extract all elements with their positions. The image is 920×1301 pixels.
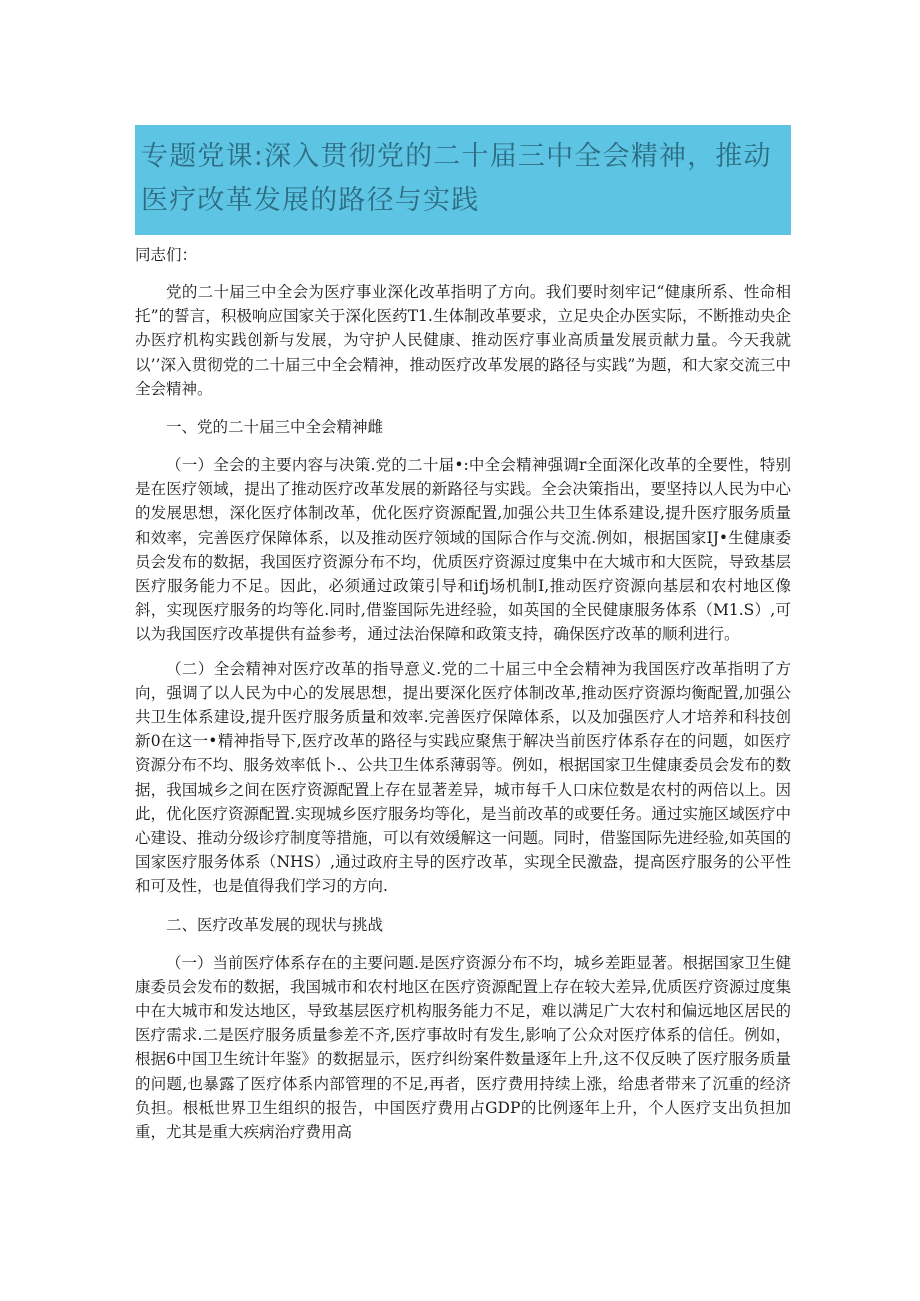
title-banner: [135, 125, 791, 235]
section-1-paragraph-1: （一）全会的主要内容与决策.党的二十届•:中全会精神强调r全面深化改革的全要性，特别是在医疗领域，提出了推动医疗改革发展的新路径与实践。全会决策指出，要坚持以人民为中心的发展思想，深化医疗体制改革，优化医疗资源配置,加强公共卫生体系建设,提升医疗服务质量和效率，完善医疗保障体系，以及推动医疗领域的国际合作与交流.例如，根据国家IJ•生健康委员会发布的数据，我国医疗资源分布不均，优质医疗资源过度集中在大城市和大医院，导致基层医疗服务能力不足。因此，必须通过政策引导和ifj场机制I,推动医疗资源向基层和农村地区像斜，实现医疗服务的均等化.同时,借鉴国际先进经验，如英国的全民健康服务体系（M1.S）,可以为我国医疗改革提供有益参考，通过法治保障和政策支持，确保医疗改革的顺利进行。: [135, 456, 791, 644]
section-heading-1: 一、党的二十届三中全会精神雌: [166, 418, 384, 437]
document-title: 专题党课:深入贯彻党的二十届三中全会精神，推动医疗改革发展的路径与实践: [141, 141, 772, 216]
section-2-paragraph-1: （一）当前医疗体系存在的主要问题.是医疗资源分布不均，城乡差距显著。根据国家卫生健康委员会发布的数据，我国城市和农村地区在医疗资源配置上存在较大差异,优质医疗资源过度集中在大城市和发达地区，导致基层医疗机构服务能力不足，难以满足广大农村和偏远地区居民的医疗需求.二是医疗服务质量参差不齐,医疗事故时有发生,影响了公众对医疗体系的信任。例如，根据6中国卫生统计年鉴》的数据显示，医疗纠纷案件数量逐年上升,这不仅反映了医疗服务质量的问题,也暴露了医疗体系内部管理的不足,再者，医疗费用持续上涨，给患者带来了沉重的经济负担。根柢世界卫生组织的报告，中国医疗费用占GDP的比例逐年上升，个人医疗支出负担加重，尤其是重大疾病治疗费用高: [135, 953, 791, 1142]
section-1-paragraph-2: （二）全会精神对医疗改革的指导意义.党的二十届三中全会精神为我国医疗改革指明了方向，强调了以人民为中心的发展思想，提出要深化医疗体制改革,推动医疗资源均衡配置,加强公共卫生体系建设,提升医疗服务质量和效率.完善医疗保障体系，以及加强医疗人才培养和科技创新0在这一•精神指导下,医疗改革的路径与实践应聚焦于解决当前医疗体系存在的问题，如医疗资源分布不均、服务效率低卜.、公共卫生体系薄弱等。例如，根据国家卫生健康委员会发布的数据，我国城乡之间在医疗资源配置上存在显著差异，城市每千人口床位数是农村的两倍以上。因此，优化医疗资源配置.实现城乡医疗服务均等化，是当前改革的或要任务。通过实施区域医疗中心建设、推动分级诊疗制度等措施，可以有效缓解这一问题。同时，借鉴国际先进经验,如英国的国家医疗服务体系（NHS）,通过政府主导的医疗改革，实现全民激盎，提高医疗服务的公平性和可及性，也是值得我们学习的方向.: [135, 659, 791, 896]
salutation: 同志们：: [135, 246, 198, 264]
document-body: [135, 240, 791, 1144]
section-heading-2: 二、医疗改革发展的现状与挑战: [166, 915, 384, 934]
intro-paragraph: 党的二十届三中全会为医疗事业深化改革指明了方向。我们要时刻牢记“健康所系、性命相托”的誓言，积极响应国家关于深化医药T1.生体制改革要求，立足央企办医实际，不断推动央企办医疗机构实践创新与发展，为守护人民健康、推动医疗事业高质量发展贡献力量。今天我就以’’深入贯彻党的二十届三中全会精神，推动医疗改革发展的路径与实践”为题，和大家交流三中全会精神。: [135, 283, 791, 398]
